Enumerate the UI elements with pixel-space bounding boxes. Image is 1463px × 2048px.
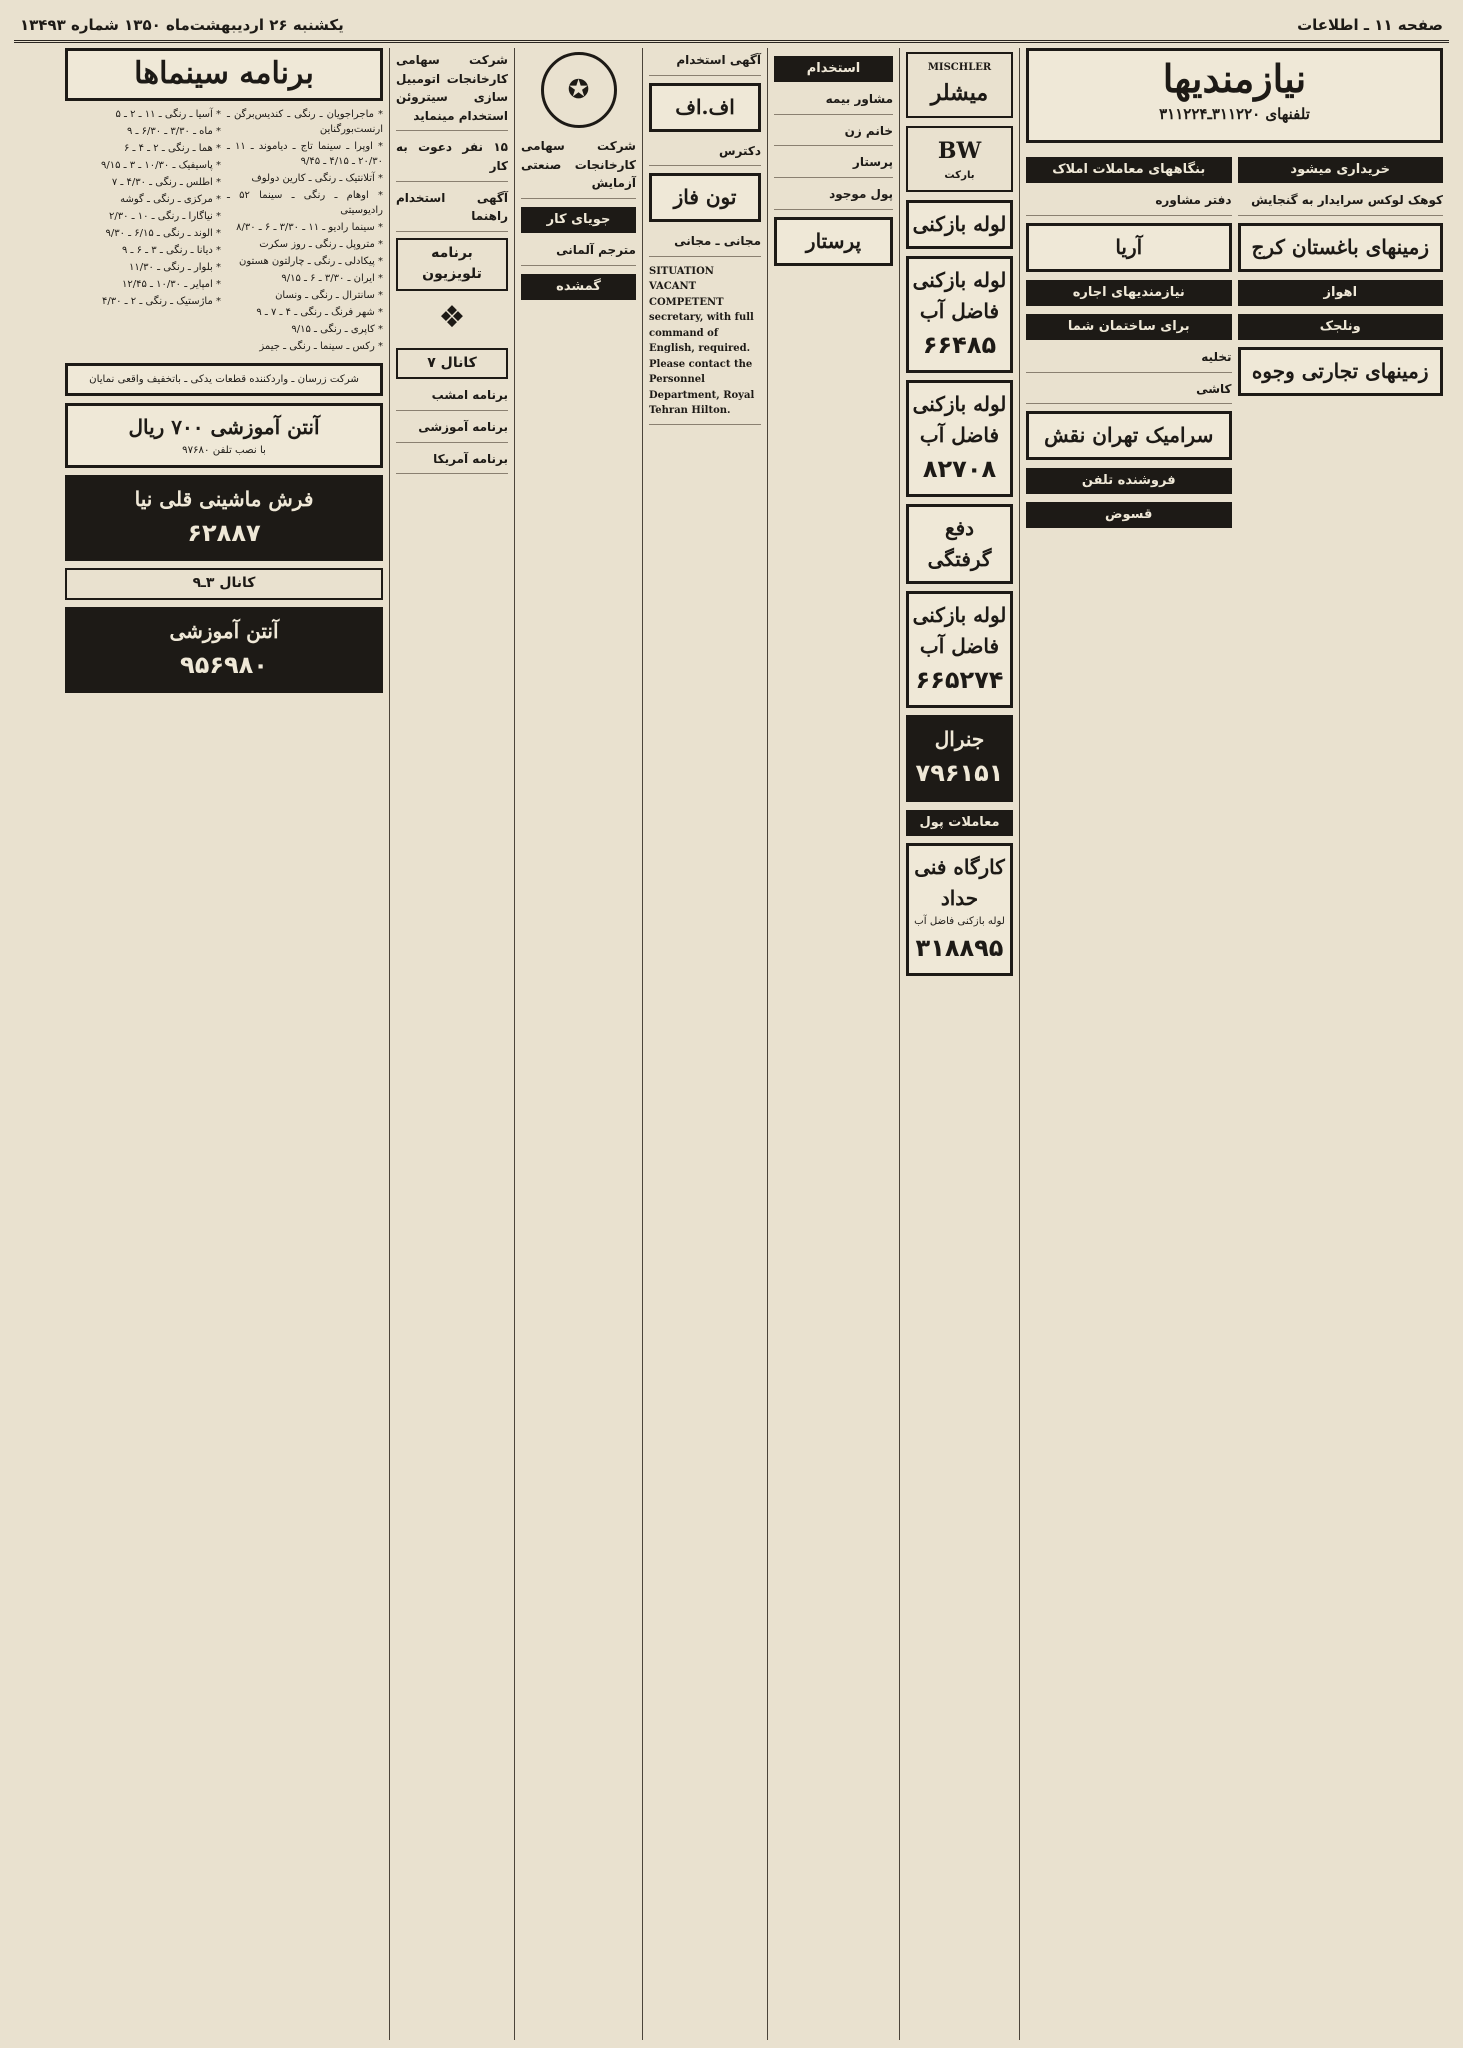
hire-ad: آگهی استخدام [649,48,761,76]
channel39: کانال ۳ـ۹ [65,568,383,600]
pipe-ad-2: لوله بازکنی فاضل آب ۶۶۴۸۵ [906,256,1013,373]
cinema-item: * متروپل ـ رنگی ـ روز سکرت [259,238,383,250]
cinema-item: * دیانا ـ رنگی ـ ۳ ـ ۶ ـ ۹ [121,244,221,256]
free-ad: مجانی ـ مجانی [649,229,761,257]
section-buy: خریداری میشود [1238,157,1444,183]
needs-header [1026,48,1443,143]
col3 [389,48,514,2040]
company-seal: ✪ [541,52,617,128]
col5 [642,48,767,2040]
nurse-big-ad: پرستار [774,217,893,266]
needs-column [1019,48,1449,2040]
needs-subcolumns [1026,149,1443,533]
cinema-item: * کاپری ـ رنگی ـ ۹/۱۵ [291,323,383,335]
cinema-item: * پیکادلی ـ رنگی ـ چارلتون هستون [239,255,383,267]
cinema-item: * بلوار ـ رنگی ـ ۱۱/۳۰ [129,261,221,273]
col4 [514,48,642,2040]
doctor-ad: دکترس [649,139,761,167]
pipe-ad-3: لوله بازکنی فاضل آب ۸۲۷۰۸ [906,380,1013,497]
us-program: برنامه آمریکا [396,447,508,475]
columns [14,48,1449,2040]
section-jobs: جویای کار [521,207,636,233]
cinema-item: * مرکزی ـ رنگی ـ گوشه [120,193,221,205]
dafgir-ad: دفع گرفتگی [906,504,1013,584]
cinema-item: * ایران ـ ۳/۳۰ ـ ۶ ـ ۹/۱۵ [281,272,383,284]
aria-ad: آریا [1026,223,1232,272]
section-for-building: برای ساختمان شما [1026,314,1232,340]
guide-ad: آگهی استخدام راهنما [396,186,508,232]
issue-date: یکشنبه ۲۶ اردیبهشت‌ماه ۱۳۵۰ شماره ۱۳۴۹۳ [20,16,344,34]
cinema-item: * نیاگارا ـ رنگی ـ ۱۰ ـ ۲/۳۰ [108,210,221,222]
section-velenjak: ونلجک [1238,314,1444,340]
cinema-item: * ماه ـ ۳/۳۰ ـ ۶/۳۰ ـ ۹ [126,125,221,137]
pipe-ad-4: لوله بازکنی فاضل آب ۶۶۵۲۷۴ [906,591,1013,708]
cinema-item: * اطلس ـ رنگی ـ ۴/۳۰ ـ ۷ [111,176,221,188]
cinema-item: * آتلانتیک ـ رنگی ـ کارین دولوف [251,172,383,184]
needs-subcol-right [1238,149,1444,533]
general-ad: جنرال ۷۹۶۱۵۱ [906,715,1013,801]
section-rent: نیازمندیهای اجاره [1026,280,1232,306]
antenna-ad: آنتن آموزشی ۷۰۰ ریال با نصب تلفن ۹۷۶۸۰ [65,403,383,468]
tonight: برنامه امشب [396,383,508,411]
karaj-ad: زمینهای باغستان کرج [1238,223,1444,272]
cinema-item: * الوند ـ رنگی ـ ۶/۱۵ ـ ۹/۳۰ [105,227,221,239]
section-real-estate: بنگاههای معاملات املاک [1026,157,1232,183]
antenna-ad-2: آنتن آموزشی ۹۵۶۹۸۰ [65,607,383,693]
section-lost: گمشده [521,274,636,300]
tv-logo-icon: ❖ [438,300,466,336]
translator-ad: مترجم آلمانی [521,238,636,266]
cinema-subcols [65,107,383,356]
cinema-list [65,107,383,356]
cinema-item: * پاسیفیک ـ ۱۰/۳۰ ـ ۳ ـ ۹/۱۵ [100,159,221,171]
cinema-item: * اوپرا ـ سینما تاج ـ دیاموند ـ ۱۱ ـ ۲۰/۳۰ ـ ۴/۱۵ ـ ۹/۴۵ [227,140,383,167]
col7 [899,48,1019,2040]
needs-phones: تلفنهای ۳۱۱۲۲۰ـ۳۱۱۲۲۴ [1159,104,1310,123]
cinema-subcol-right [227,107,383,356]
cinema-item: * امپایر ـ ۱۰/۳۰ ـ ۱۲/۴۵ [122,278,221,290]
cinema-item: * ماژستیک ـ رنگی ـ ۲ ـ ۴/۳۰ [102,295,221,307]
zarsan-ad: شرکت زرسان ـ واردکننده قطعات یدکی ـ باتخفیف واقعی نمایان [65,363,383,397]
nurse-ad: پرستار [774,150,893,178]
cinema-header [65,48,383,101]
section-loans: قسوض [1026,502,1232,528]
women-ad: خانم زن [774,119,893,147]
insurance-ad: مشاور بیمه [774,87,893,115]
pipe-ad: لوله بازکنی [906,200,1013,249]
section-money: معاملات پول [906,810,1013,836]
classified-ad: کوهک لوکس سرایدار به گنجایش [1238,188,1444,216]
cinema-item: * آسیا ـ رنگی ـ ۱۱ ـ ۲ ـ ۵ [115,108,221,120]
cinema-item: * سینما رادیو ـ ۱۱ ـ ۳/۳۰ ـ ۶ ـ ۸/۳۰ [236,221,383,233]
invite-ad: ۱۵ نفر دعوت به کار [396,135,508,181]
cinema-subcol-left [65,107,221,356]
tehran-land-ad: زمینهای تجارتی وجوه [1238,347,1444,396]
needs-title: نیازمندیها [1162,56,1307,101]
cinema-item: * اوهام ـ رنگی ـ سینما ۵۲ ـ رادیوسیتی [227,189,384,216]
bw-logo: BW بارکت [906,126,1013,192]
cinema-item: * ماجراجویان ـ رنگی ـ کندیس‌برگن ـ ارنست‌بورگناین [227,108,383,135]
section-ahvaz: اهواز [1238,280,1444,306]
mischler-logo: MISCHLER میشلر [906,52,1013,118]
cinema-item: * سانترال ـ رنگی ـ ونسان [275,289,383,301]
page-number: صفحه ۱۱ ـ اطلاعات [1297,16,1443,34]
channel7: کانال ۷ [396,348,508,380]
english-ad: SITUATION VACANT COMPETENT secretary, with full command of English, required. Please contact the Personnel Department, Royal Tehran Hilton. [649,261,761,425]
ceramic-ad: سرامیک تهران نقش [1026,411,1232,460]
ceramic-sub: کاشی [1026,377,1232,405]
cinema-item: * رکس ـ سینما ـ رنگی ـ جیمز [259,340,383,352]
cinema-item: * شهر فرنگ ـ رنگی ـ ۴ ـ ۷ ـ ۹ [256,306,383,318]
running-header [14,10,1449,43]
tv-title: برنامه تلویزیون [396,238,508,291]
col6 [767,48,899,2040]
cinema-column [59,48,389,2040]
section-employment: استخدام [774,56,893,82]
cinema-item: * هما ـ رنگی ـ ۲ ـ ۴ ـ ۶ [123,142,221,154]
section-phone-sales: فروشنده تلفن [1026,468,1232,494]
company-ad: شرکت سهامی کارخانجات صنعتی آزمایش [521,134,636,199]
cinema-title: برنامه سینماها [134,56,314,91]
khadad-ad: کارگاه فنی حداد لوله بازکنی فاضل آب ۳۱۸۸۹۵ [906,843,1013,976]
tonfaz-ad: تون فاز [649,173,761,222]
nakhaleh-ad: تخلیه [1026,345,1232,373]
aria-sub: دفتر مشاوره [1026,188,1232,216]
carpet-ad: فرش ماشینی قلی نیا ۶۲۸۸۷ [65,475,383,561]
edu-program: برنامه آموزشی [396,415,508,443]
needs-subcol-left [1026,149,1232,533]
af-ad: اف.اف [649,83,761,132]
money-ad: پول موجود [774,182,893,210]
citroen-ad: شرکت سهامی کارخانجات اتومبیل سازی سیتروئن استخدام مینماید [396,48,508,131]
